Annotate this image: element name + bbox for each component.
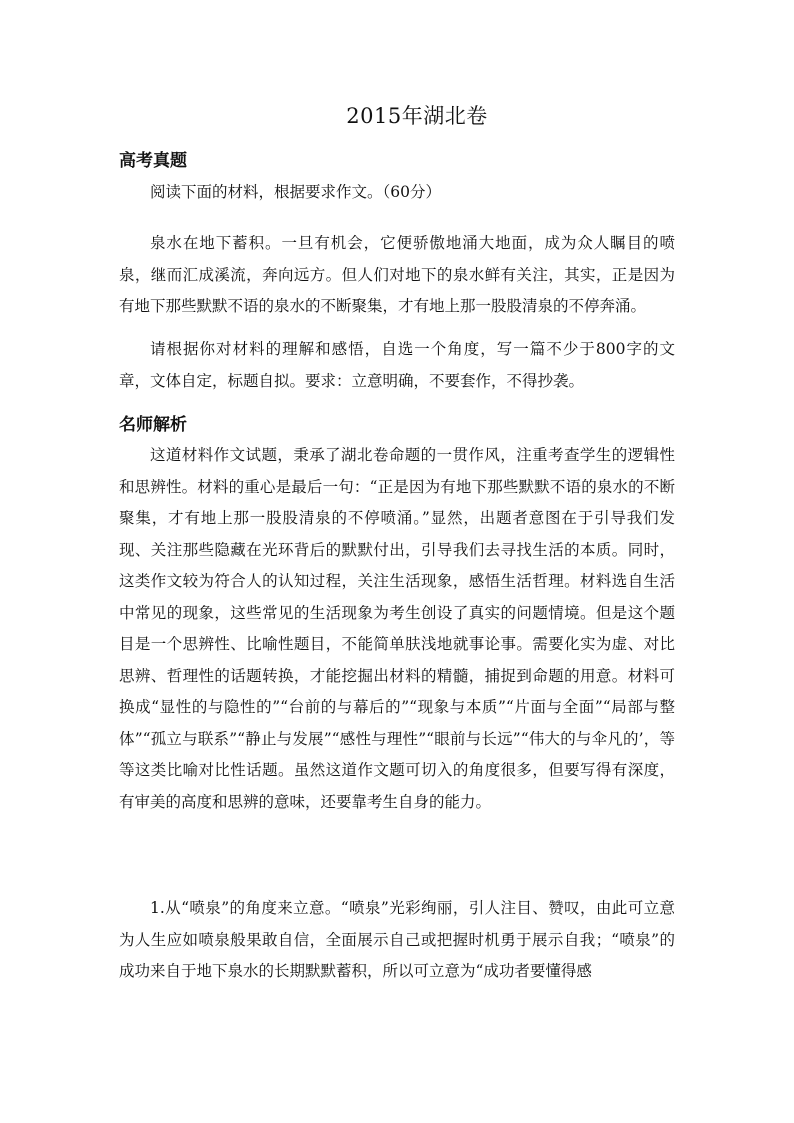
document-title: 2015年湖北卷 — [346, 104, 488, 128]
exam-requirement: 请根据你对材料的理解和感悟，自选一个角度，写一篇不少于800字的文章，文体自定，标题自拟。要求：立意明确，不要套作，不得抄袭。 — [119, 340, 675, 390]
exam-instruction: 阅读下面的材料，根据要求作文。（60分） — [150, 183, 441, 201]
exam-material: 泉水在地下蓄积。一旦有机会，它便骄傲地涌大地面，成为众人瞩目的喷泉，继而汇成溪流，奔向远方。但人们对地下的泉水鲜有关注，其实，正是因为有地下那些默默不语的泉水的不断聚集，才有地上那一股股清泉的不停奔涌。 — [119, 234, 675, 315]
analysis-paragraph-2: 1.从“喷泉”的角度来立意。“喷泉”光彩绚丽，引人注目、赞叹，由此可立意为人生应如喷泉般果敢自信，全面展示自己或把握时机勇于展示自我；“喷泉”的成功来自于地下泉水的长期默默蓄积，所以可立意为“成功者要懂得感 — [119, 899, 675, 980]
section-heading-analysis: 名师解析 — [119, 415, 187, 435]
analysis-paragraph-1: 这道材料作文试题，秉承了湖北卷命题的一贯作风，注重考查学生的逻辑性和思辨性。材料的重心是最后一句：“正是因为有地下那些默默不语的泉水的不断聚集，才有地上那一股股清泉的不停喷涌。”显然，出题者意图在于引导我们发现、关注那些隐藏在光环背后的默默付出，引导我们去寻找生活的本质。同时，这类作文较为符合人的认知过程，关注生活现象，感悟生活哲理。材料选自生活中常见的现象，这些常见的生活现象为考生创设了真实的问题情境。但是这个题目是一个思辨性、比喻性题目，不能简单肤浅地就事论事。需要化实为虚、对比思辨、哲理性的话题转换，才能挖掘出材料的精髓，捕捉到命题的用意。材料可换成“显性的与隐性的”“台前的与幕后的”“现象与本质”“片面与全面”“局部与整体”“孤立与联系”“静止与发展”“感性与理性”“眼前与长远”“伟大的与伞凡的’，等等这类比喻对比性话题。虽然这道作文题可切入的角度很多，但要写得有深度，有审美的高度和思辨的意味，还要靠考生自身的能力。 — [119, 446, 675, 811]
section-heading-exam: 高考真题 — [119, 151, 187, 171]
